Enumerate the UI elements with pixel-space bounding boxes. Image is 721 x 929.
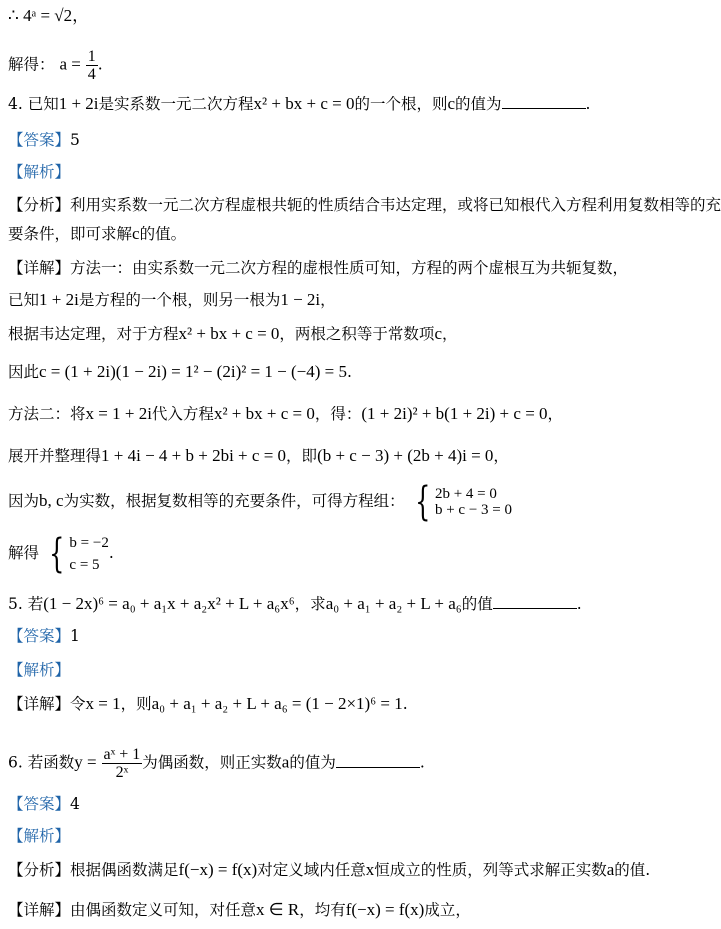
system-line: 因为b, c为实数，根据复数相等的充要条件，可得方程组： { 2b + 4 = 0 b + c − 3 = 0 bbox=[8, 479, 513, 525]
analysis-heading: 【解析】 bbox=[8, 163, 71, 181]
equation-system: 2b + 4 = 0 b + c − 3 = 0 bbox=[434, 486, 513, 518]
fraction-one-quarter: $\frac{1}{4}$ bbox=[87, 48, 96, 83]
answer-blank bbox=[336, 753, 420, 768]
brace-icon: { bbox=[414, 479, 430, 525]
xiangjie-line-4: 因此c = (1 + 2i)(1 − 2i) = 1² − (2i)² = 1 − (−4) = 5. bbox=[8, 362, 352, 381]
xiangjie-line-1: 【详解】方法一：由实系数一元二次方程的虚根性质可知，方程的两个虚根互为共轭复数， bbox=[8, 259, 629, 277]
answer-blank bbox=[502, 94, 586, 109]
xiangjie-6: 【详解】由偶函数定义可知，对任意x ∈ R，均有f(−x) = f(x)成立， bbox=[8, 900, 471, 919]
answer-blank bbox=[493, 594, 577, 609]
solution-system: b = −2 c = 5 bbox=[69, 535, 109, 573]
brace-icon: { bbox=[49, 531, 65, 577]
solve-a-line: 解得： a = $\frac{1}{4}$ . bbox=[8, 48, 103, 83]
question-6: 6. 若函数y = $\frac{\text{aˣ + 1}}{\text{2ˣ}}$ 为偶函数，则正实数a的值为 . bbox=[8, 746, 425, 781]
fenxi-line-2: 要条件，即可求解c的值。 bbox=[8, 224, 187, 243]
therefore-line: ∴ 4ᵃ = √2， bbox=[8, 6, 90, 25]
analysis-heading: 【解析】 bbox=[8, 661, 71, 679]
fenxi-line-1: 【分析】利用实系数一元二次方程虚根共轭的性质结合韦达定理，或将已知根代入方程利用复数相等的充 bbox=[8, 196, 721, 214]
fraction-ax-plus-1-over-2x: $\frac{\text{aˣ + 1}}{\text{2ˣ}}$ bbox=[103, 746, 141, 781]
solution-line: 解得 { b = −2 c = 5 . bbox=[8, 531, 114, 577]
question-5: 5. 若(1 − 2x)⁶ = a₀ + a₁x + a₂x² + L + a₆x⁶，求a₀ + a₁ + a₂ + L + a₆的值 . bbox=[8, 594, 582, 613]
answer-5: 【答案】1 bbox=[8, 627, 80, 645]
answer-6: 【答案】4 bbox=[8, 795, 80, 813]
xiangjie-line-2: 已知1 + 2i是方程的一个根，则另一根为1 − 2i， bbox=[8, 290, 336, 309]
method-2-line: 方法二：将x = 1 + 2i代入方程x² + bx + c = 0，得：(1 + 2i)² + b(1 + 2i) + c = 0， bbox=[8, 404, 564, 423]
analysis-heading: 【解析】 bbox=[8, 827, 71, 845]
expand-line: 展开并整理得1 + 4i − 4 + b + 2bi + c = 0，即(b + c − 3) + (2b + 4)i = 0， bbox=[8, 446, 509, 465]
fenxi-6: 【分析】根据偶函数满足f(−x) = f(x)对定义域内任意x恒成立的性质，列等式求解正实数a的值. bbox=[8, 860, 651, 879]
answer-4: 【答案】5 bbox=[8, 131, 80, 149]
xiangjie-line-3: 根据韦达定理，对于方程x² + bx + c = 0，两根之积等于常数项c， bbox=[8, 324, 458, 343]
xiangjie-5: 【详解】令x = 1，则a₀ + a₁ + a₂ + L + a₆ = (1 − 2×1)⁶ = 1. bbox=[8, 694, 408, 713]
question-4: 4. 已知1 + 2i是实系数一元二次方程x² + bx + c = 0的一个根，则c的值为 . bbox=[8, 94, 591, 113]
